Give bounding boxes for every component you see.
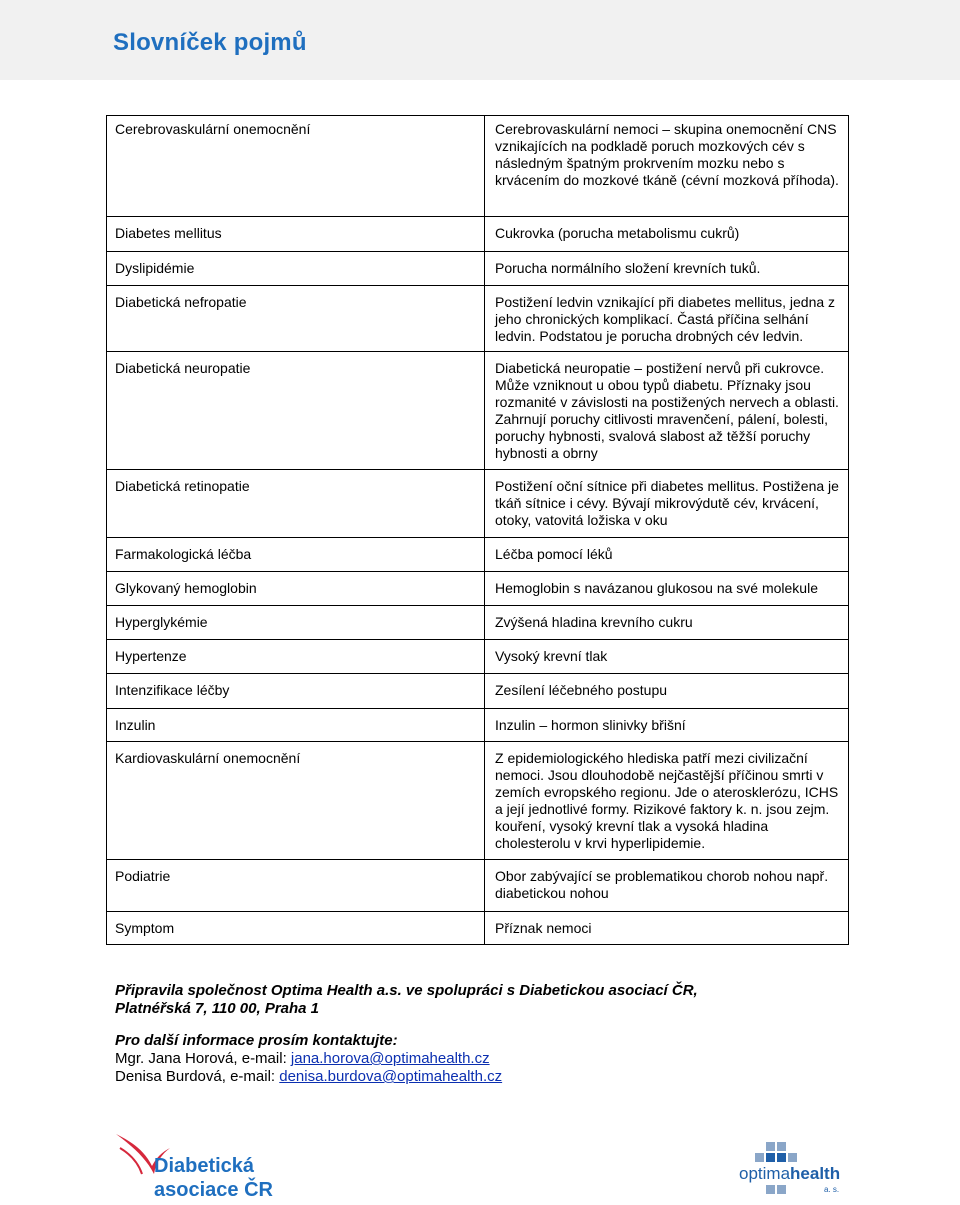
- glossary-definition: Zvýšená hladina krevního cukru: [495, 614, 693, 630]
- glossary-definition: Zesílení léčebného postupu: [495, 682, 668, 698]
- glossary-row: [107, 352, 849, 470]
- glossary-term: Glykovaný hemoglobin: [115, 580, 257, 596]
- glossary-definition-cell: [485, 217, 849, 252]
- glossary-term: Farmakologická léčba: [115, 546, 252, 562]
- footer: [115, 982, 855, 1086]
- glossary-definition: Postižení oční sítnice při diabetes mellitus. Postižena je tkáň sítnice i cévy. Bývají mikrovýdutě cév, krvácení, otoky, vatovitá ložiska v oku: [495, 478, 839, 528]
- glossary-row: [107, 572, 849, 606]
- glossary-term-cell: [107, 606, 485, 640]
- glossary-definition-cell: [485, 860, 849, 912]
- glossary-definition: Příznak nemoci: [495, 920, 592, 936]
- contact-2-email-link[interactable]: denisa.burdova@optimahealth.cz: [279, 1068, 503, 1085]
- glossary-definition-cell: [485, 709, 849, 742]
- glossary-term: Diabetes mellitus: [115, 225, 222, 241]
- glossary-definition-cell: [485, 286, 849, 352]
- glossary-definition-cell: [485, 640, 849, 674]
- glossary-definition-cell: [485, 674, 849, 709]
- glossary-definition-cell: [485, 538, 849, 572]
- glossary-definition-cell: [485, 470, 849, 538]
- glossary-row: [107, 674, 849, 709]
- glossary-definition: Obor zabývající se problematikou chorob nohou např. diabetickou nohou: [495, 868, 829, 901]
- glossary-term: Dyslipidémie: [115, 260, 195, 276]
- glossary-row: [107, 470, 849, 538]
- glossary-term-cell: [107, 470, 485, 538]
- glossary-row: [107, 860, 849, 912]
- glossary-term-cell: [107, 709, 485, 742]
- glossary-definition: Postižení ledvin vznikající při diabetes mellitus, jedna z jeho chronických komplikací. Častá příčina selhání ledvin. Podstatou je porucha drobných cév ledvin.: [495, 294, 836, 344]
- glossary-definition: Vysoký krevní tlak: [495, 648, 608, 664]
- glossary-term: Diabetická retinopatie: [115, 478, 250, 494]
- contact-heading: Pro další informace prosím kontaktujte:: [115, 1032, 398, 1049]
- glossary-definition-cell: [485, 912, 849, 945]
- glossary-term-cell: [107, 252, 485, 286]
- glossary-row: [107, 538, 849, 572]
- glossary-term-cell: [107, 286, 485, 352]
- glossary-definition: Porucha normálního složení krevních tuků.: [495, 260, 761, 276]
- glossary-definition: Léčba pomocí léků: [495, 546, 613, 562]
- glossary-definition: Hemoglobin s navázanou glukosou na své molekule: [495, 580, 818, 596]
- glossary-definition-cell: [485, 742, 849, 860]
- logo-oh-part1: optima: [739, 1164, 791, 1183]
- glossary-row: [107, 116, 849, 217]
- glossary-definition-cell: [485, 606, 849, 640]
- glossary-row: [107, 252, 849, 286]
- glossary-row: [107, 286, 849, 352]
- logo-oh-suffix: a. s.: [824, 1185, 840, 1194]
- glossary-row: [107, 709, 849, 742]
- glossary-term-cell: [107, 572, 485, 606]
- glossary-term-cell: [107, 860, 485, 912]
- glossary-row: [107, 606, 849, 640]
- contact-2-name: Denisa Burdová, e-mail:: [115, 1068, 280, 1085]
- glossary-term: Diabetická nefropatie: [115, 294, 247, 310]
- glossary-term-cell: [107, 217, 485, 252]
- diabeticka-asociace-logo: [112, 1128, 273, 1203]
- glossary-definition-cell: [485, 352, 849, 470]
- glossary-definition: Cerebrovaskulární nemoci – skupina onemocnění CNS vznikajících na podkladě poruch mozkových cév s následným špatným prokrvením mozku nebo s krvácením do mozkové tkáně (cévní mozková příhoda).: [495, 121, 839, 188]
- contact-1-name: Mgr. Jana Horová, e-mail:: [115, 1050, 291, 1067]
- glossary-definition-cell: [485, 116, 849, 217]
- glossary-term: Diabetická neuropatie: [115, 360, 251, 376]
- glossary-definition: Inzulin – hormon slinivky břišní: [495, 717, 686, 733]
- glossary-term: Intenzifikace léčby: [115, 682, 230, 698]
- address-line: Platnéřská 7, 110 00, Praha 1: [115, 1000, 320, 1017]
- logo-oh-part2: health: [790, 1164, 841, 1183]
- glossary-term: Hyperglykémie: [115, 614, 208, 630]
- glossary-row: [107, 640, 849, 674]
- contact-line-2: [115, 1068, 855, 1086]
- glossary-term-cell: [107, 640, 485, 674]
- logo-da-line1: Diabetická: [154, 1155, 255, 1177]
- glossary-definition-cell: [485, 572, 849, 606]
- contact-1-email-link[interactable]: jana.horova@optimahealth.cz: [290, 1050, 490, 1067]
- glossary-definition: Cukrovka (porucha metabolismu cukrů): [495, 225, 740, 241]
- glossary-term: Inzulin: [115, 717, 156, 733]
- glossary-term-cell: [107, 912, 485, 945]
- glossary-table: [106, 115, 849, 945]
- glossary-term-cell: [107, 352, 485, 470]
- logo-oh-wordmark: [739, 1164, 840, 1183]
- logo-da-line2: asociace ČR: [154, 1179, 273, 1201]
- glossary-term-cell: [107, 742, 485, 860]
- glossary-term-cell: [107, 538, 485, 572]
- optimahealth-logo: [738, 1140, 848, 1204]
- page-title: Slovníček pojmů: [113, 29, 307, 56]
- glossary-term: Symptom: [115, 920, 175, 936]
- glossary-term: Podiatrie: [115, 868, 171, 884]
- glossary-term: Cerebrovaskulární onemocnění: [115, 121, 311, 137]
- prepared-by-line: Připravila společnost Optima Health a.s. ve spolupráci s Diabetickou asociací ČR,: [115, 982, 698, 999]
- contact-line-1: [115, 1050, 855, 1068]
- glossary-row: [107, 217, 849, 252]
- glossary-definition: Z epidemiologického hlediska patří mezi civilizační nemoci. Jsou dlouhodobě nejčastější příčinou smrti v zemích evropského regionu. Jde o aterosklerózu, ICHS a její jednotlivé formy. Rizikové faktory k. n. jsou zejm. kouření, vysoký krevní tlak a vysoká hladina cholesterolu v krvi hyperlipidemie.: [495, 750, 839, 851]
- glossary-definition-cell: [485, 252, 849, 286]
- glossary-definition: Diabetická neuropatie – postižení nervů při cukrovce. Může vzniknout u obou typů diabetu. Příznaky jsou rozmanité v závislosti na postižených nervech a oblasti. Zahrnují poruchy citlivosti mravenčení, pálení, bolesti, poruchy hybnosti, svalová slabost až těžší poruchy hybnosti a obrny: [495, 360, 839, 461]
- glossary-term: Hypertenze: [115, 648, 187, 664]
- glossary-term-cell: [107, 674, 485, 709]
- glossary-row: [107, 742, 849, 860]
- glossary-row: [107, 912, 849, 945]
- glossary-term-cell: [107, 116, 485, 217]
- glossary-term: Kardiovaskulární onemocnění: [115, 750, 301, 766]
